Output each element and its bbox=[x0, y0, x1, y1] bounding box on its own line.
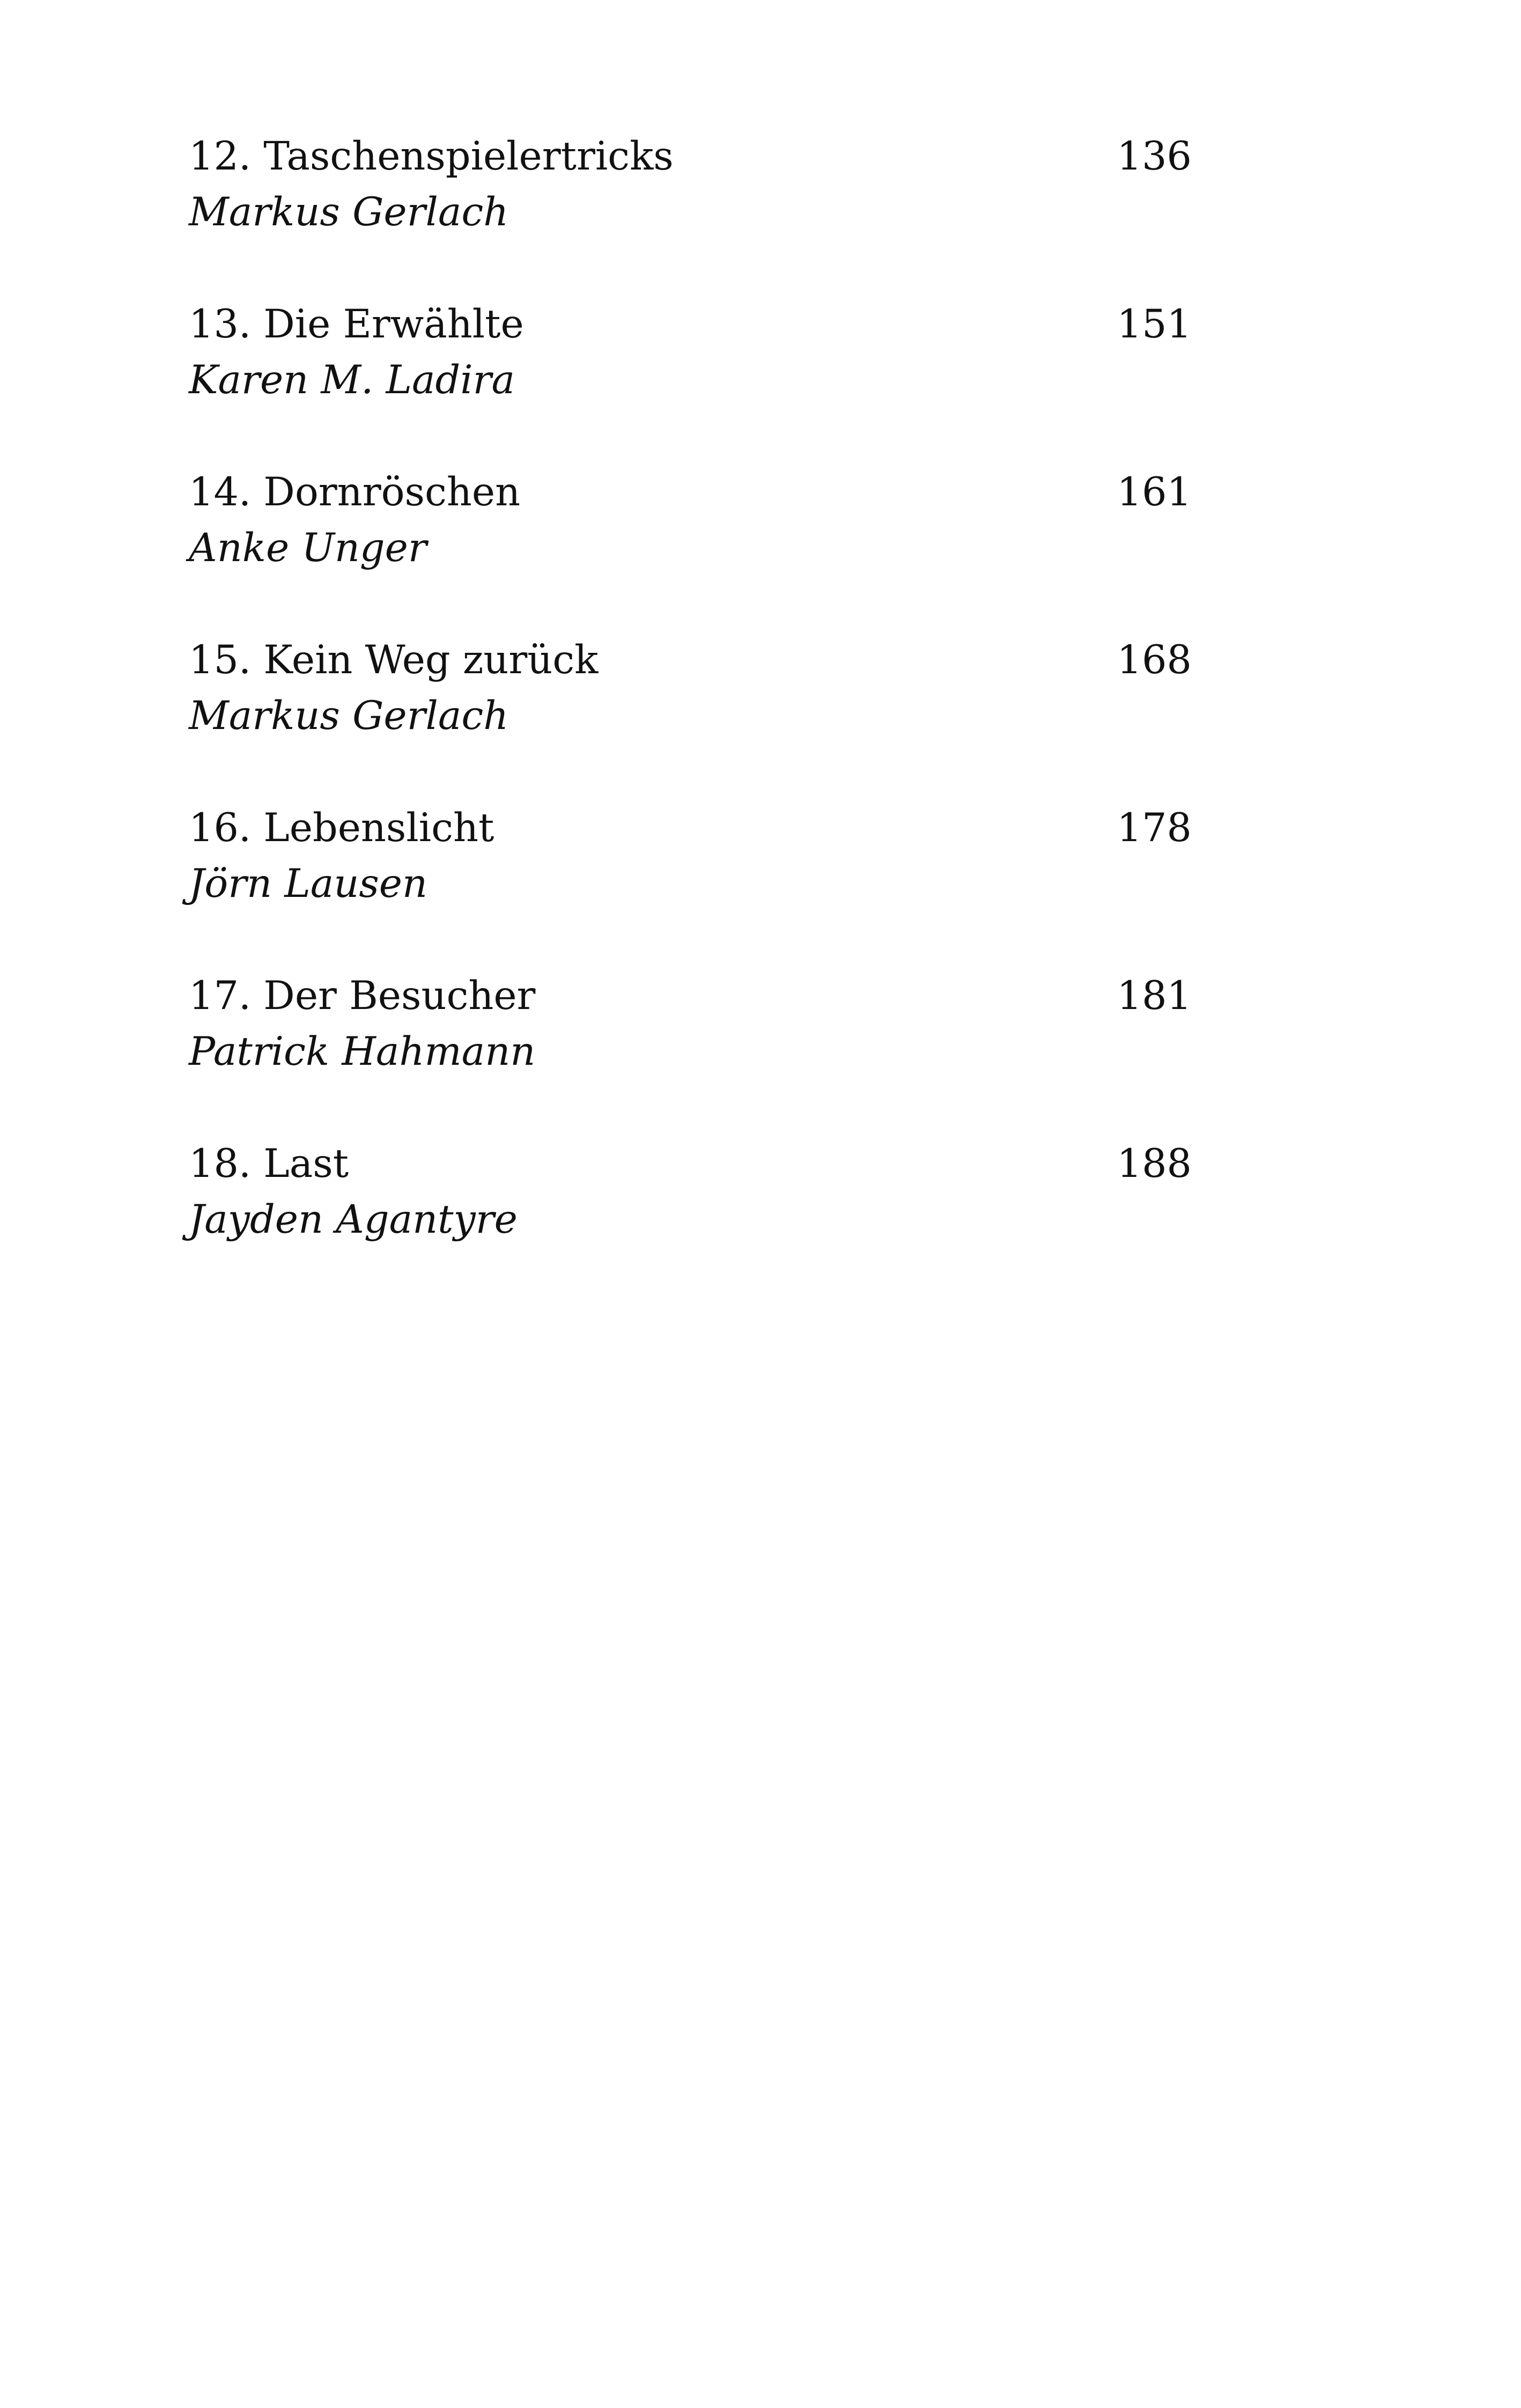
chapter-author: Jayden Agantyre bbox=[189, 1197, 518, 1242]
toc-entry bbox=[189, 297, 1192, 465]
toc-entry-title-row bbox=[189, 968, 1192, 1024]
chapter-title: 13. Die Erwählte bbox=[189, 301, 524, 347]
page-number: 136 bbox=[1117, 134, 1192, 179]
page-number: 178 bbox=[1117, 805, 1192, 851]
toc-entry bbox=[189, 1136, 1192, 1304]
toc-entry bbox=[189, 129, 1192, 297]
table-of-contents bbox=[189, 129, 1192, 1304]
page-number: 161 bbox=[1117, 469, 1192, 515]
toc-entry-title-row bbox=[189, 297, 1192, 352]
chapter-author: Patrick Hahmann bbox=[189, 1029, 536, 1074]
toc-entry bbox=[189, 968, 1192, 1136]
chapter-author: Markus Gerlach bbox=[189, 189, 509, 235]
chapter-author: Karen M. Ladira bbox=[189, 357, 515, 403]
toc-entry bbox=[189, 465, 1192, 632]
toc-entry-title-row bbox=[189, 129, 1192, 185]
chapter-title: 16. Lebenslicht bbox=[189, 805, 494, 851]
chapter-title: 15. Kein Weg zurück bbox=[189, 637, 599, 683]
page-number: 151 bbox=[1117, 301, 1192, 347]
chapter-title: 18. Last bbox=[189, 1141, 349, 1187]
toc-entry-title-row bbox=[189, 632, 1192, 688]
chapter-title: 14. Dornröschen bbox=[189, 469, 521, 515]
chapter-title: 17. Der Besucher bbox=[189, 973, 536, 1019]
toc-entry-title-row bbox=[189, 465, 1192, 520]
chapter-author: Jörn Lausen bbox=[189, 861, 428, 907]
toc-entry-title-row bbox=[189, 1136, 1192, 1192]
toc-entry-title-row bbox=[189, 800, 1192, 856]
page-number: 168 bbox=[1117, 637, 1192, 683]
chapter-author: Markus Gerlach bbox=[189, 693, 509, 739]
chapter-author: Anke Unger bbox=[189, 525, 427, 571]
chapter-title: 12. Taschenspielertricks bbox=[189, 134, 674, 179]
page-number: 181 bbox=[1117, 973, 1192, 1019]
toc-entry bbox=[189, 632, 1192, 800]
page-number: 188 bbox=[1117, 1141, 1192, 1187]
toc-entry bbox=[189, 800, 1192, 968]
